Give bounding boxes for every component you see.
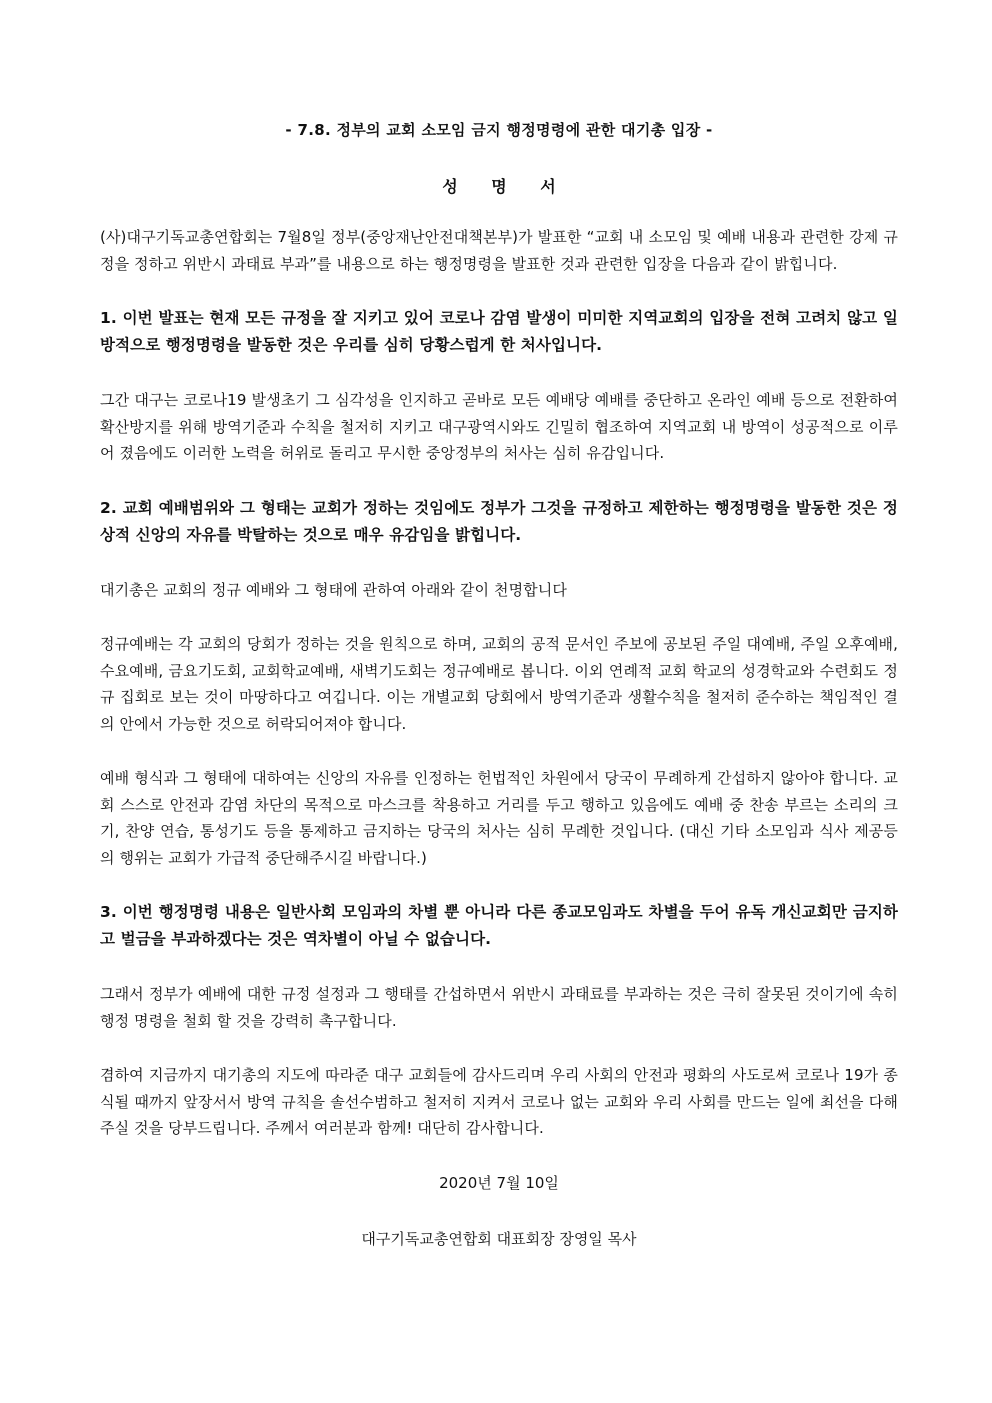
paragraph-2a: 대기총은 교회의 정규 예배와 그 형태에 관하여 아래와 같이 천명합니다 [100,580,567,599]
document-page [100,116,898,1252]
document-date: 2020년 7월 10일 [439,1173,559,1192]
document-subtitle: - 7.8. 정부의 교회 소모임 금지 행정명령에 관한 대기총 입장 - [285,121,713,139]
point-2-heading: 2. 교회 예배범위와 그 형태는 교회가 정하는 것임에도 정부가 그것을 규정하고 제한하는 행정명령을 발동한 것은 정상적 신앙의 자유를 박탈하는 것으로 매우 유감임을 밝힙니다. [100,498,898,544]
paragraph-3a: 그래서 정부가 예배에 대한 규정 설정과 그 행태를 간섭하면서 위반시 과태료를 부과하는 것은 극히 잘못된 것이기에 속히 행정 명령을 철회 할 것을 강력히 촉구합니다. [100,985,898,1030]
point-1-heading: 1. 이번 발표는 현재 모든 규정을 잘 지키고 있어 코로나 감염 발생이 미미한 지역교회의 입장을 전혀 고려치 않고 일방적으로 행정명령을 발동한 것은 우리를 심히 당황스럽게 한 처사입니다. [100,309,898,354]
document-signature: 대구기독교총연합회 대표회장 장영일 목사 [361,1229,637,1248]
paragraph-3b: 겸하여 지금까지 대기총의 지도에 따라준 대구 교회들에 감사드리며 우리 사회의 안전과 평화의 사도로써 코로나 19가 종식될 때까지 앞장서서 방역 규칙을 솔선수범하고 철저히 지켜서 코로나 없는 교회와 우리 사회를 만드는 일에 최선을 다해 주실 것을 당부드립니다. 주께서 여러분과 함께! 대단히 감사합니다. [100,1066,898,1137]
document-title: 성 명 서 [442,177,570,196]
point-3-heading: 3. 이번 행정명령 내용은 일반사회 모임과의 차별 뿐 아니라 다른 종교모임과도 차별을 두어 유독 개신교회만 금지하고 벌금을 부과하겠다는 것은 역차별이 아닐 수 없습니다. [100,903,898,948]
paragraph-1: 그간 대구는 코로나19 발생초기 그 심각성을 인지하고 곧바로 모든 예배당 예배를 중단하고 온라인 예배 등으로 전환하여 확산방지를 위해 방역기준과 수칙을 철저히 지키고 대구광역시와도 긴밀히 협조하여 지역교회 내 방역이 성공적으로 이루어 졌음에도 이러한 노력을 허위로 돌리고 무시한 중앙정부의 처사는 심히 유감입니다. [100,391,898,462]
intro-paragraph: (사)대구기독교총연합회는 7월8일 정부(중앙재난안전대책본부)가 발표한 “교회 내 소모임 및 예배 내용과 관련한 강제 규정을 정하고 위반시 과태료 부과”를 내용으로 하는 행정명령을 발표한 것과 관련한 입장을 다음과 같이 밝힙니다. [100,228,898,273]
paragraph-2b: 정규예배는 각 교회의 당회가 정하는 것을 원칙으로 하며, 교회의 공적 문서인 주보에 공보된 주일 대예배, 주일 오후예배, 수요예배, 금요기도회, 교회학교예배, 새벽기도회는 정규예배로 봅니다. 이외 연례적 교회 학교의 성경학교와 수련회도 정규 집회로 보는 것이 마땅하다고 여깁니다. 이는 개별교회 당회에서 방역기준과 생활수칙을 철저히 준수하는 책임적인 결의 안에서 가능한 것으로 허락되어져야 합니다. [100,635,898,733]
paragraph-2c: 예배 형식과 그 형태에 대하여는 신앙의 자유를 인정하는 헌법적인 차원에서 당국이 무례하게 간섭하지 않아야 합니다. 교회 스스로 안전과 감염 차단의 목적으로 마스크를 착용하고 거리를 두고 행하고 있음에도 예배 중 찬송 부르는 소리의 크기, 찬양 연습, 통성기도 등을 통제하고 금지하는 당국의 처사는 심히 무례한 것입니다. (대신 기타 소모임과 식사 제공등의 행위는 교회가 가급적 중단해주시길 바랍니다.) [100,769,898,867]
